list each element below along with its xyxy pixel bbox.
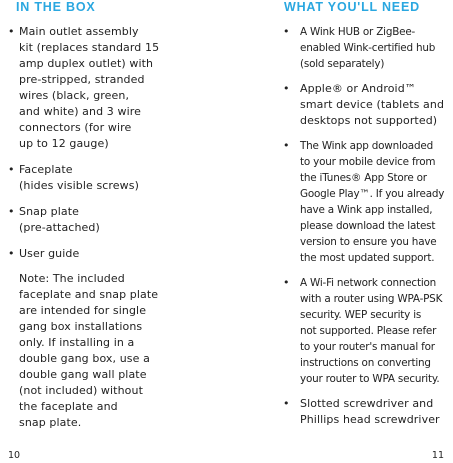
note-line: only. If installing in a [19,336,135,349]
item-line: to your router's manual for [300,341,435,353]
installation-note [19,271,168,431]
in-the-box-section [8,0,168,431]
item-line: please download the latest [300,220,436,232]
bullet: • [8,247,15,260]
item-line: kit (replaces standard 15 [19,41,160,54]
bullet: • [8,163,15,176]
item-line: Apple® or Android™ [300,82,416,95]
list-item [8,246,168,431]
item-line: security. WEP security is [300,309,422,321]
note-line: double gang box, use a [19,352,150,365]
item-line: Phillips head screwdriver [300,413,440,426]
item-line: User guide [19,247,80,260]
item-line: and white) and 3 wire [19,105,141,118]
list-item [280,138,453,266]
item-line: to your mobile device from [300,156,436,168]
note-line: the faceplate and [19,400,118,413]
item-line: Faceplate [19,163,73,176]
item-line: the iTunes® App Store or [300,172,427,184]
page-number-right: 11 [431,450,444,461]
item-line: Slotted screwdriver and [300,397,434,410]
item-line: have a Wink app installed, [300,204,433,216]
bullet: • [283,25,290,38]
note-line: are intended for single [19,304,147,317]
what-you-need-section [280,0,453,428]
item-line: (pre-attached) [19,221,100,234]
item-line: your router to WPA security. [300,373,440,385]
item-line: (hides visible screws) [19,179,139,192]
bullet: • [283,397,290,410]
item-line: instructions on converting [300,357,431,369]
what-you-need-list [280,24,453,428]
note-line: snap plate. [19,416,82,429]
note-line: double gang wall plate [19,368,147,381]
in-the-box-list [8,24,168,431]
item-line: pre-stripped, stranded [19,73,145,86]
bullet: • [283,276,290,289]
item-line: version to ensure you have [300,236,437,248]
note-line: (not included) without [19,384,143,397]
item-line: smart device (tablets and [300,98,445,111]
item-line: The Wink app downloaded [300,140,433,152]
note-line: Note: The included [19,272,125,285]
item-line: not supported. Please refer [300,325,437,337]
list-item [280,396,453,428]
item-line: up to 12 gauge) [19,137,109,150]
note-line: gang box installations [19,320,143,333]
bullet: • [8,25,15,38]
item-line: with a router using WPA-PSK [300,293,443,305]
item-line: (sold separately) [300,58,385,70]
item-line: A Wink HUB or ZigBee- [300,26,416,38]
bullet: • [283,139,290,152]
list-item [280,24,453,72]
in-the-box-heading: IN THE BOX [16,0,96,14]
item-line: connectors (for wire [19,121,132,134]
item-line: A Wi-Fi network connection [300,277,437,289]
item-line: the most updated support. [300,252,435,264]
page-number-left: 10 [8,450,21,461]
list-item [8,24,168,152]
list-item [280,275,453,387]
item-line: Snap plate [19,205,80,218]
note-line: faceplate and snap plate [19,288,159,301]
bullet: • [8,205,15,218]
list-item [8,204,168,236]
item-line: Main outlet assembly [19,25,139,38]
item-line: wires (black, green, [19,89,130,102]
what-you-need-heading: WHAT YOU'LL NEED [284,0,420,14]
list-item [8,162,168,194]
list-item [280,81,453,129]
item-line: enabled Wink-certified hub [300,42,436,54]
item-line: amp duplex outlet) with [19,57,154,70]
item-line: Google Play™. If you already [300,188,445,200]
bullet: • [283,82,290,95]
item-line: desktops not supported) [300,114,438,127]
